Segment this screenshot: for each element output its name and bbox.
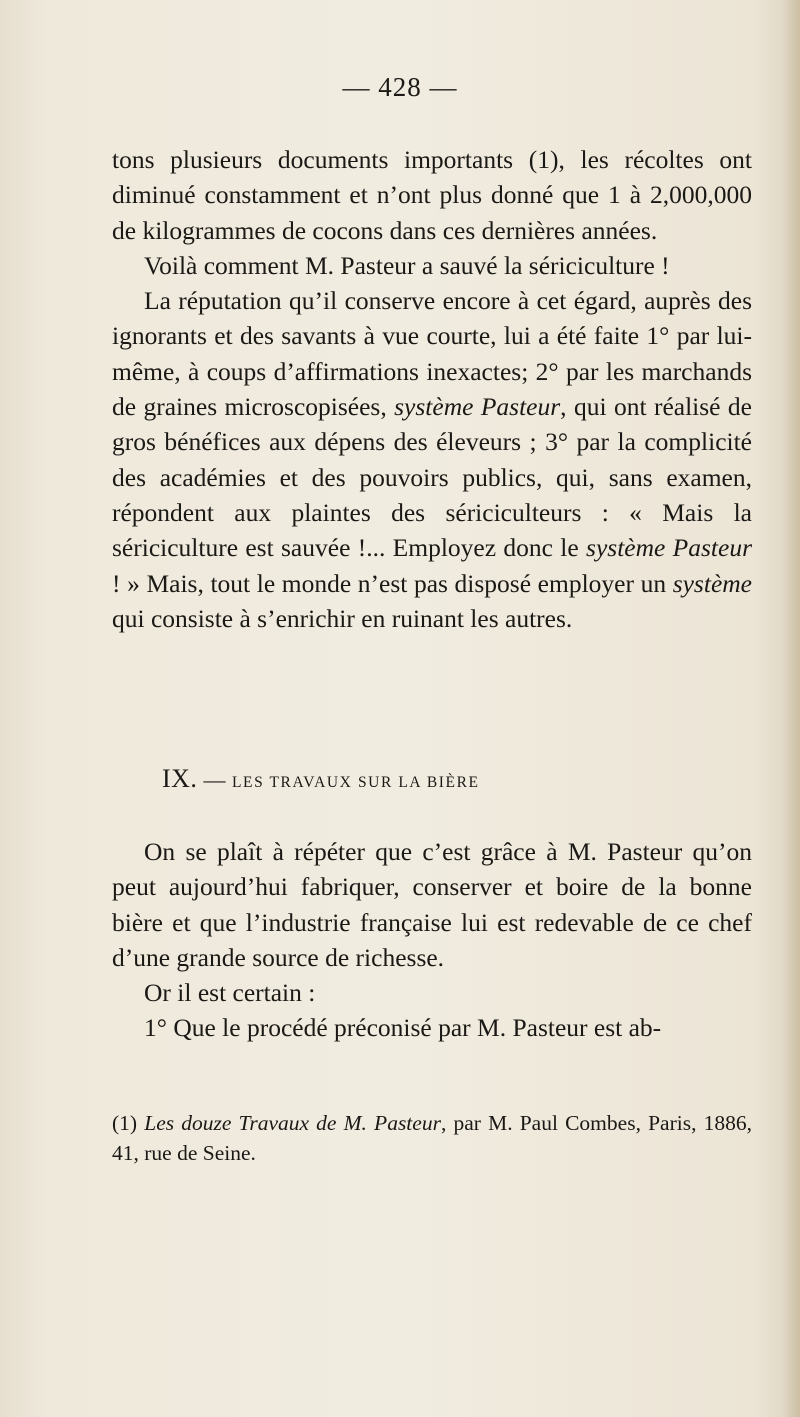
footnote bbox=[112, 1108, 752, 1168]
page-edge-shadow bbox=[782, 0, 800, 1417]
footnote-book-title: Les douze Travaux de M. Pasteur bbox=[144, 1111, 441, 1135]
section-heading bbox=[162, 764, 722, 794]
body-text-top bbox=[112, 142, 752, 636]
italic-system-pasteur: système Pasteur bbox=[394, 392, 561, 422]
text-run: La réputation qu’il conserve encore à cet égard, auprès des ignorants et des savants à vue courte, lui a été faite 1° par lui-même, à coups d’affirmations inexactes; 2° par les marchands de graines microscopisées, bbox=[112, 286, 752, 422]
text-run: , qui ont réalisé de gros bénéfices aux dépens des éleveurs ; 3° par la complicité des académies et des pouvoirs publics, qui, sans examen, répondent aux plaintes des sériciculteurs : « Mais la sériciculture est sauvée !... Employez donc le bbox=[112, 392, 752, 563]
body-text-bottom bbox=[112, 834, 752, 1046]
paragraph-certain: Or il est certain : bbox=[144, 978, 316, 1008]
footnote-rest: , par M. Paul Combes, Paris, 1886, 41, rue de Seine. bbox=[112, 1111, 752, 1165]
section-title: LES TRAVAUX SUR LA BIÈRE bbox=[231, 774, 480, 791]
text-run: ! » Mais, tout le monde n’est pas disposé employer un bbox=[112, 568, 673, 598]
section-dash: — bbox=[203, 767, 226, 792]
footnote-marker: (1) bbox=[112, 1111, 138, 1135]
italic-system: système bbox=[672, 568, 752, 598]
page-number: — 428 — bbox=[342, 72, 458, 102]
text-run: qui consiste à s’enrichir en ruinant les autres. bbox=[112, 603, 573, 633]
paragraph-reputation bbox=[112, 283, 752, 636]
section-number: IX. bbox=[162, 764, 198, 793]
paragraph-continuation: tons plusieurs documents importants (1), les récoltes ont diminué constamment et n’ont plus donné que 1 à 2,000,000 de kilogrammes de cocons dans ces dernières années. bbox=[112, 145, 752, 245]
italic-system-pasteur: système Pasteur bbox=[586, 533, 752, 563]
paragraph-conclusion: Voilà comment M. Pasteur a sauvé la sériciculture ! bbox=[144, 250, 670, 280]
paragraph-beer-claim: On se plaît à répéter que c’est grâce à M. Pasteur qu’on peut aujourd’hui fabriquer, conserver et boire de la bonne bière et que l’industrie française lui est redevable de ce chef d’une grande source de richesse. bbox=[112, 837, 752, 972]
paragraph-point-one: 1° Que le procédé préconisé par M. Pasteur est ab- bbox=[144, 1013, 662, 1043]
